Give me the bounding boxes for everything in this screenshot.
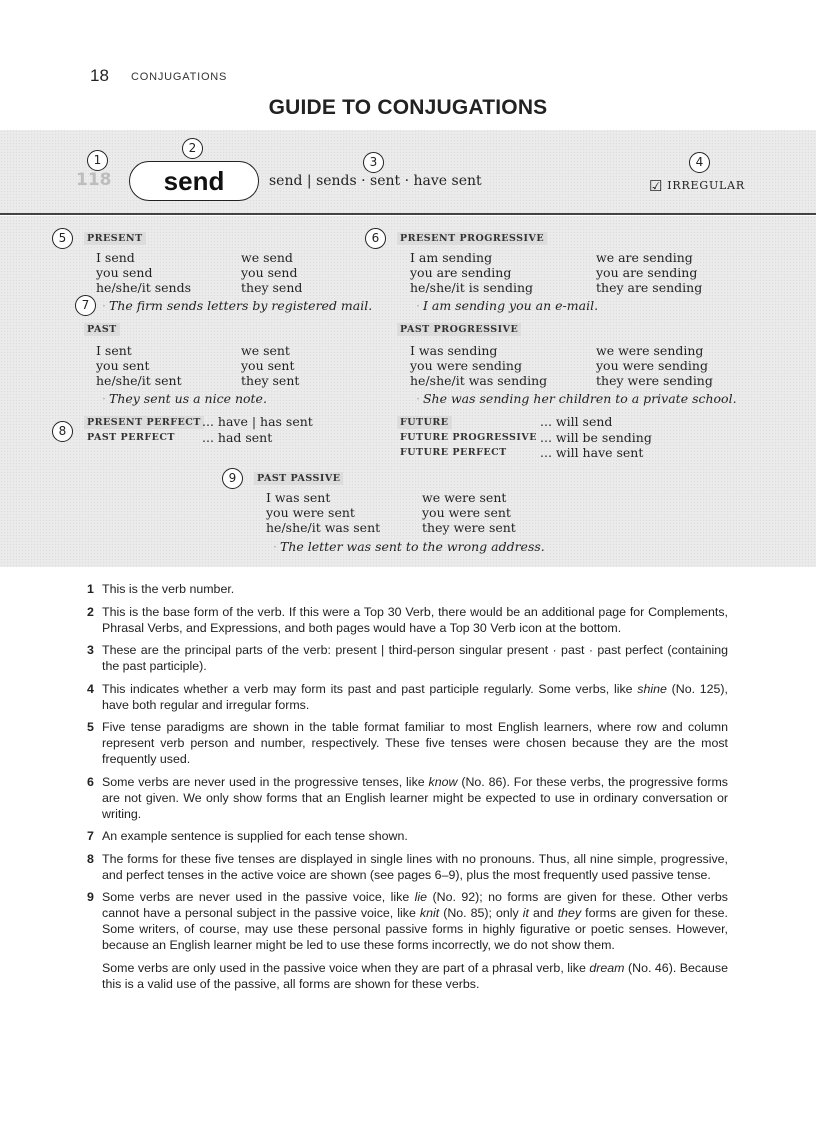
form-cell: we were sent — [422, 490, 507, 505]
form-cell: they are sending — [596, 280, 703, 295]
tense-label-future-progressive: FUTURE PROGRESSIVE — [400, 432, 537, 443]
form-cell: he/she/it sent — [96, 373, 182, 388]
tense-label-future-perfect: FUTURE PERFECT — [400, 447, 507, 458]
section-header: CONJUGATIONS — [131, 71, 228, 83]
tense-label-past-passive: PAST PASSIVE — [254, 472, 343, 485]
form-cell: I sent — [96, 343, 132, 358]
note-item: Some verbs are only used in the passive voice when they are part of a phrasal verb, like dream (No. 46). Because this is a valid use of the passive, all forms are shown for these verbs. — [102, 960, 728, 991]
form-cell: you were sent — [266, 505, 355, 520]
page-number: 18 — [90, 66, 109, 85]
tense-label-present: PRESENT — [84, 232, 146, 245]
checkbox-icon: ☑ — [649, 177, 664, 195]
form-cell: we sent — [241, 343, 290, 358]
example-sentence: · They sent us a nice note. — [102, 391, 267, 406]
tense-label-past-progressive: PAST PROGRESSIVE — [397, 323, 521, 336]
note-item: 2 This is the base form of the verb. If this were a Top 30 Verb, there would be an additional page for Complements, Phrasal Verbs, and Expressions, and both pages would have a Top 30 Verb icon at the bottom. — [87, 604, 728, 635]
example-sentence: · I am sending you an e-mail. — [416, 298, 599, 313]
note-item: 8 The forms for these five tenses are displayed in single lines with no pronouns. Thus, all nine simple, progressive, and perfect tenses in the active voice are shown (see pages 6–9), plus the most frequently used passive tense. — [87, 851, 728, 882]
example-sentence: · The letter was sent to the wrong address. — [273, 539, 545, 554]
form-cell: he/she/it was sent — [266, 520, 381, 535]
form-cell: he/she/it is sending — [410, 280, 534, 295]
marker-4: 4 — [689, 152, 710, 173]
form-cell: you send — [241, 265, 298, 280]
irregular-indicator — [649, 175, 745, 193]
form-cell: he/she/it sends — [96, 280, 192, 295]
form-cell: you sent — [96, 358, 150, 373]
tense-label-present-perfect: PRESENT PERFECT — [84, 416, 204, 429]
form-cell: they were sent — [422, 520, 516, 535]
form-cell: they send — [241, 280, 303, 295]
tense-label-past-perfect: PAST PERFECT — [87, 432, 175, 443]
form-cell: you are sending — [596, 265, 698, 280]
verb-base-form: send — [129, 161, 259, 201]
note-item: 6 Some verbs are never used in the progressive tenses, like know (No. 86). For these verbs, the progressive forms are not given. We only show forms that an English learner might be expected to use in ordinary conversation or writing. — [87, 774, 728, 821]
marker-9: 9 — [222, 468, 243, 489]
marker-5: 5 — [52, 228, 73, 249]
note-item: 9 Some verbs are never used in the passive voice, like lie (No. 92); no forms are given for these. Other verbs cannot have a personal subject in the passive voice, like knit (No. 85); only it and they forms are given for these. Some writers, of course, may use these personal passive forms in highly figurative or poetic senses. However, because an English learner might be led to use these forms incorrectly, we do not show them. — [87, 890, 728, 952]
form-cell: we send — [241, 250, 293, 265]
form-cell: I was sending — [410, 343, 498, 358]
example-sentence: · The firm sends letters by registered mail. — [102, 298, 373, 313]
form-cell: you are sending — [410, 265, 512, 280]
verb-header-panel — [0, 130, 816, 214]
tense-label-future: FUTURE — [397, 416, 452, 429]
single-line-form: ... had sent — [202, 430, 273, 445]
page-title: GUIDE TO CONJUGATIONS — [268, 96, 548, 119]
marker-6: 6 — [365, 228, 386, 249]
form-cell: you were sending — [410, 358, 522, 373]
marker-8: 8 — [52, 421, 73, 442]
form-cell: they were sending — [596, 373, 713, 388]
verb-number: 118 — [76, 170, 112, 190]
form-cell: I send — [96, 250, 135, 265]
single-line-form: ... have | has sent — [202, 414, 313, 429]
single-line-form: ... will have sent — [540, 445, 644, 460]
notes-list — [87, 581, 728, 998]
form-cell: they sent — [241, 373, 300, 388]
form-cell: you send — [96, 265, 153, 280]
marker-1: 1 — [87, 150, 108, 171]
form-cell: you were sending — [596, 358, 708, 373]
form-cell: I was sent — [266, 490, 331, 505]
marker-3: 3 — [363, 152, 384, 173]
single-line-form: ... will send — [540, 414, 613, 429]
form-cell: I am sending — [410, 250, 493, 265]
note-item: 1 This is the verb number. — [87, 582, 235, 596]
tense-label-past: PAST — [84, 323, 120, 336]
marker-2: 2 — [182, 138, 203, 159]
note-item: 5 Five tense paradigms are shown in the table format familiar to most English learners, where row and column represent verb person and number, respectively. These five tenses were chosen because they are the most frequently used. — [87, 720, 728, 766]
example-sentence: · She was sending her children to a private school. — [416, 391, 737, 406]
single-line-form: ... will be sending — [540, 430, 652, 445]
principal-parts: send | sends · sent · have sent — [269, 173, 482, 189]
tense-label-present-progressive: PRESENT PROGRESSIVE — [397, 232, 547, 245]
form-cell: you were sent — [422, 505, 511, 520]
note-item: 3 These are the principal parts of the verb: present | third-person singular present · past · past perfect (containing the past participle). — [87, 643, 728, 673]
form-cell: we are sending — [596, 250, 693, 265]
marker-7: 7 — [75, 295, 96, 316]
form-cell: you sent — [241, 358, 295, 373]
divider — [0, 213, 816, 215]
note-item: 4 This indicates whether a verb may form its past and past participle regularly. Some verbs, like shine (No. 125), have both regular and irregular forms. — [87, 681, 728, 712]
form-cell: he/she/it was sending — [410, 373, 548, 388]
form-cell: we were sending — [596, 343, 704, 358]
irregular-label: IRREGULAR — [667, 179, 745, 192]
note-item: 7 An example sentence is supplied for each tense shown. — [87, 829, 408, 843]
